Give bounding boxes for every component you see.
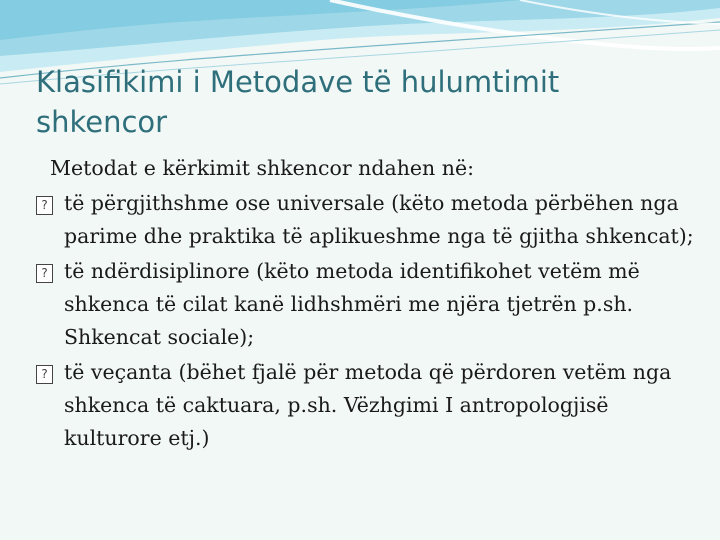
list-item xyxy=(36,356,696,455)
missing-glyph-bullet-icon: ? xyxy=(36,196,53,215)
list-item xyxy=(36,187,696,253)
list-item-text: të veçanta (bëhet fjalë për metoda që përdoren vetëm nga shkenca të caktuara, p.sh. Vëzhgimi I antropologjisë kulturore etj.) xyxy=(64,360,672,450)
slide-title: Klasifikimi i Metodave të hulumtimit shkencor xyxy=(36,65,560,139)
slide-body xyxy=(36,152,696,457)
list-item xyxy=(36,255,696,354)
missing-glyph-bullet-icon: ? xyxy=(36,365,53,384)
missing-glyph-bullet-icon: ? xyxy=(36,264,53,283)
intro-text: Metodat e kërkimit shkencor ndahen në: xyxy=(50,156,474,180)
list-item-text: të përgjithshme ose universale (këto metoda përbëhen nga parime dhe praktika të aplikueshme nga të gjitha shkencat); xyxy=(64,191,694,248)
list-item-text: të ndërdisiplinore (këto metoda identifikohet vetëm më shkenca të cilat kanë lidhshmëri me njëra tjetrën p.sh. Shkencat sociale); xyxy=(64,259,640,349)
